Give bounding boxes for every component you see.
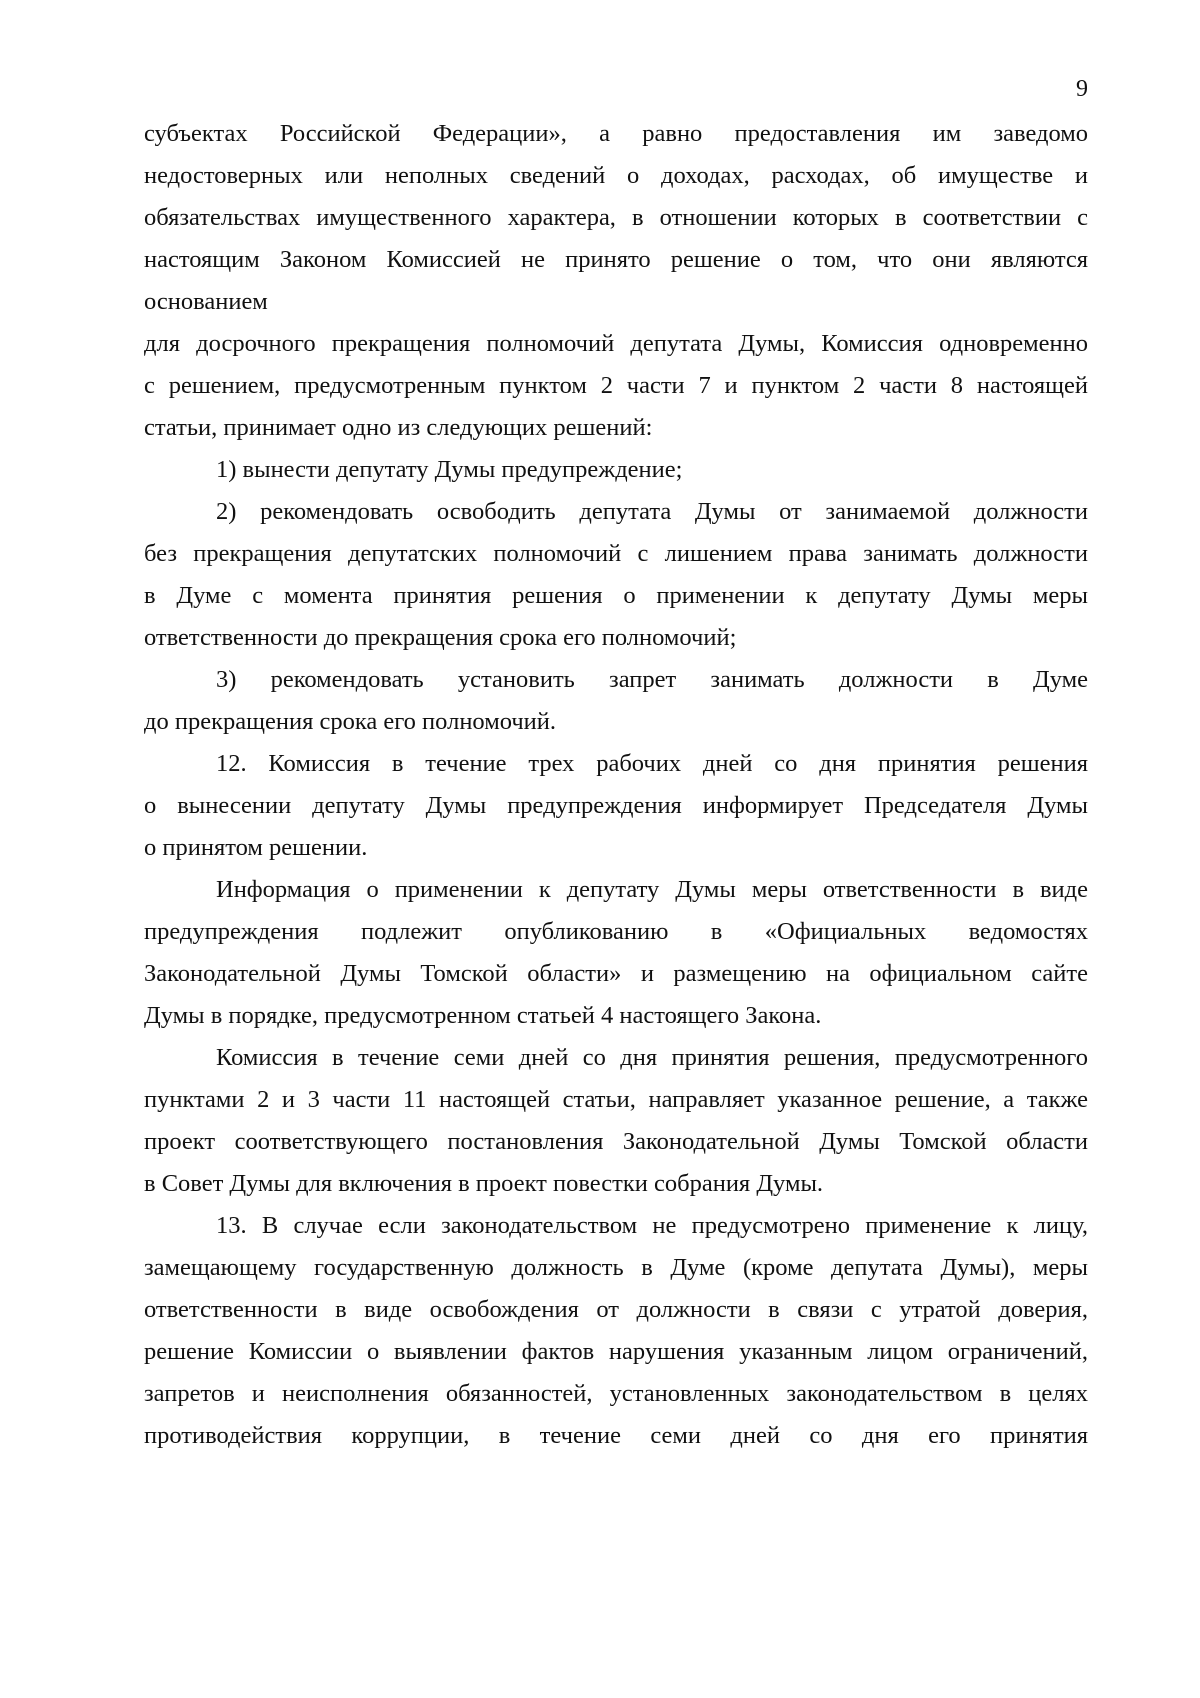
text-line: настоящим Законом Комиссией не принято решение о том, что они являются: [144, 246, 1088, 273]
text-line: недостоверных или неполных сведений о доходах, расходах, об имуществе и: [144, 162, 1088, 189]
text-line: субъектах Российской Федерации», а равно предоставления им заведомо: [144, 120, 1088, 147]
text-line: 1) вынести депутату Думы предупреждение;: [216, 456, 683, 483]
text-line: в Думе с момента принятия решения о применении к депутату Думы меры: [144, 582, 1088, 609]
text-line: ответственности до прекращения срока его полномочий;: [144, 624, 737, 651]
text-line: замещающему государственную должность в Думе (кроме депутата Думы), меры: [144, 1254, 1088, 1281]
text-line: обязательствах имущественного характера, в отношении которых в соответствии с: [144, 204, 1088, 231]
text-line: о принятом решении.: [144, 834, 368, 861]
text-line: основанием: [144, 288, 268, 315]
text-line: 3) рекомендовать установить запрет занимать должности в Думе: [216, 666, 1088, 693]
text-line: Информация о применении к депутату Думы меры ответственности в виде: [216, 876, 1088, 903]
text-line: без прекращения депутатских полномочий с лишением права занимать должности: [144, 540, 1088, 567]
text-line: противодействия коррупции, в течение семи дней со дня его принятия: [144, 1422, 1088, 1449]
text-line: для досрочного прекращения полномочий депутата Думы, Комиссия одновременно: [144, 330, 1088, 357]
text-line: Думы в порядке, предусмотренном статьей 4 настоящего Закона.: [144, 1002, 822, 1029]
text-line: 2) рекомендовать освободить депутата Думы от занимаемой должности: [216, 498, 1088, 525]
text-line: Комиссия в течение семи дней со дня принятия решения, предусмотренного: [216, 1044, 1088, 1071]
page-number: 9: [1076, 76, 1088, 102]
text-line: о вынесении депутату Думы предупреждения информирует Председателя Думы: [144, 792, 1088, 819]
text-line: 13. В случае если законодательством не предусмотрено применение к лицу,: [216, 1212, 1088, 1239]
text-line: с решением, предусмотренным пунктом 2 части 7 и пунктом 2 части 8 настоящей: [144, 372, 1088, 399]
text-line: ответственности в виде освобождения от должности в связи с утратой доверия,: [144, 1296, 1088, 1323]
text-line: проект соответствующего постановления Законодательной Думы Томской области: [144, 1128, 1088, 1155]
text-line: предупреждения подлежит опубликованию в «Официальных ведомостях: [144, 918, 1088, 945]
text-line: пунктами 2 и 3 части 11 настоящей статьи, направляет указанное решение, а также: [144, 1086, 1088, 1113]
text-line: статьи, принимает одно из следующих решений:: [144, 414, 653, 441]
text-line: Законодательной Думы Томской области» и размещению на официальном сайте: [144, 960, 1088, 987]
text-line: в Совет Думы для включения в проект повестки собрания Думы.: [144, 1170, 824, 1197]
text-line: 12. Комиссия в течение трех рабочих дней со дня принятия решения: [216, 750, 1088, 777]
text-line: решение Комиссии о выявлении фактов нарушения указанным лицом ограничений,: [144, 1338, 1088, 1365]
text-line: до прекращения срока его полномочий.: [144, 708, 557, 735]
text-line: запретов и неисполнения обязанностей, установленных законодательством в целях: [144, 1380, 1088, 1407]
